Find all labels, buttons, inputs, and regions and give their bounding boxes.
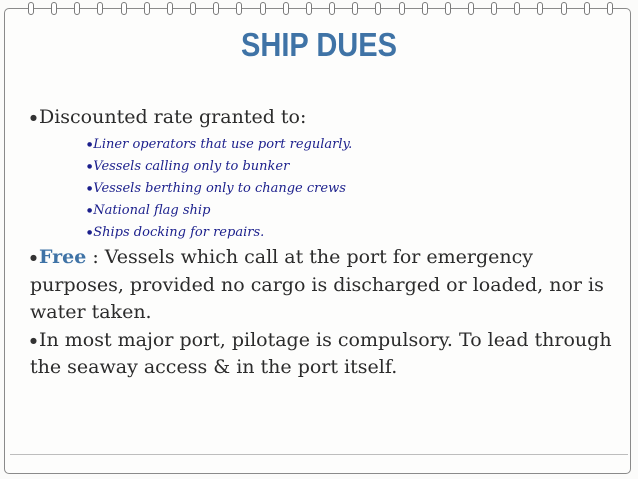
- free-label: Free: [38, 246, 87, 268]
- sub-bullet-item: [87, 156, 630, 178]
- binder-ring: [352, 2, 358, 15]
- binder-ring: [607, 2, 613, 15]
- bullet-dot-icon: ●: [30, 253, 37, 262]
- binder-ring: [537, 2, 543, 15]
- binder-ring: [144, 2, 150, 15]
- sub-bullet-item: [87, 222, 630, 244]
- bullet-dot-icon: ●: [30, 113, 37, 122]
- bullet-dot-icon: ●: [87, 141, 93, 148]
- bullet-free: [30, 244, 630, 327]
- bullet-intro: [30, 103, 630, 132]
- sub-bullet-item: [87, 200, 630, 222]
- binder-ring: [121, 2, 127, 15]
- binder-ring: [561, 2, 567, 15]
- bullet-dot-icon: ●: [87, 185, 93, 192]
- binder-ring: [306, 2, 312, 15]
- bullet-dot-icon: ●: [87, 229, 93, 236]
- binder-ring: [491, 2, 497, 15]
- sub-bullet-text: National flag ship: [93, 203, 211, 218]
- binder-ring: [445, 2, 451, 15]
- binder-ring: [514, 2, 520, 15]
- intro-text: Discounted rate granted to:: [38, 106, 307, 128]
- binder-ring: [167, 2, 173, 15]
- binder-ring: [97, 2, 103, 15]
- slide-body: [30, 103, 630, 382]
- binder-ring: [51, 2, 57, 15]
- bullet-dot-icon: ●: [30, 335, 37, 345]
- binder-ring: [260, 2, 266, 15]
- slide-title: SHIP DUES: [240, 26, 398, 63]
- sub-bullet-list: [30, 134, 630, 244]
- sub-bullet-text: Ships docking for repairs.: [93, 225, 265, 240]
- binder-ring: [329, 2, 335, 15]
- sub-bullet-text: Vessels berthing only to change crews: [93, 181, 346, 196]
- binder-ring: [74, 2, 80, 15]
- sub-bullet-item: [87, 178, 630, 200]
- binder-ring: [375, 2, 381, 15]
- binder-ring: [584, 2, 590, 15]
- binder-rings: [28, 2, 613, 16]
- sub-bullet-item: [87, 134, 630, 156]
- binder-ring: [28, 2, 34, 15]
- bottom-rule: [10, 454, 628, 455]
- free-text: : Vessels which call at the port for emergency purposes, provided no cargo is discharged or loaded, nor is water taken.: [30, 246, 604, 323]
- sub-bullet-text: Liner operators that use port regularly.: [93, 137, 353, 152]
- binder-ring: [422, 2, 428, 15]
- binder-ring: [283, 2, 289, 15]
- sub-bullet-text: Vessels calling only to bunker: [93, 159, 290, 174]
- binder-ring: [468, 2, 474, 15]
- bullet-dot-icon: ●: [87, 163, 93, 170]
- binder-ring: [399, 2, 405, 15]
- binder-ring: [236, 2, 242, 15]
- bullet-pilotage: [30, 327, 630, 382]
- pilotage-text: In most major port, pilotage is compulsory. To lead through the seaway access & in the port itself.: [30, 328, 612, 378]
- bullet-dot-icon: ●: [87, 207, 93, 214]
- binder-ring: [190, 2, 196, 15]
- binder-ring: [213, 2, 219, 15]
